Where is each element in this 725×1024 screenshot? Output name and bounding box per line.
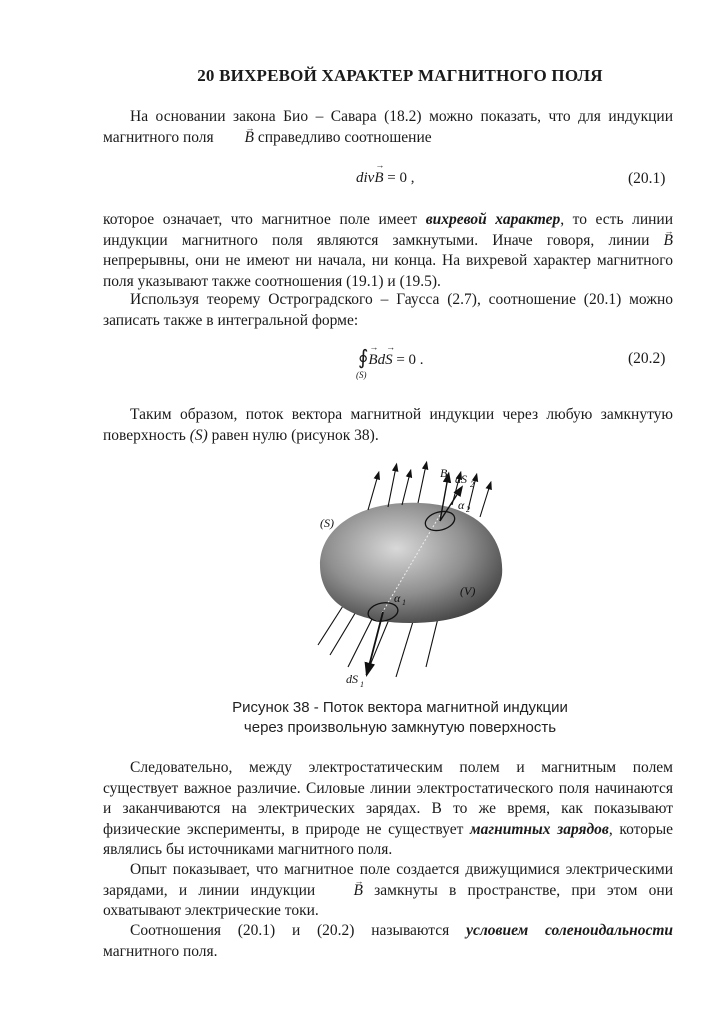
vortex-text-1: которое означает, что магнитное поле имеет bbox=[103, 211, 418, 228]
label-alpha2-sub: 2 bbox=[466, 505, 470, 514]
vector-b-symbol: → B bbox=[218, 128, 254, 149]
paragraph-gauss: Используя теорему Остроградского – Гаусса (2.7), соотношение (20.1) можно записать также в интегральной форме: bbox=[103, 291, 673, 329]
integral-subscript: (S) bbox=[356, 370, 367, 380]
intro-line-2a: индукции магнитного поля bbox=[103, 108, 674, 146]
figure-caption bbox=[150, 698, 650, 738]
intro-line-1: На основании закона Био – Савара (18.2) можно показать, что для bbox=[130, 108, 601, 125]
equation-20-2 bbox=[358, 345, 424, 370]
vortex-emphasis: вихревой характер bbox=[425, 211, 561, 228]
label-alpha1: α bbox=[394, 591, 401, 605]
intro-line-2b: справедливо соотношение bbox=[257, 128, 432, 146]
solenoidal-text-2: магнитного поля. bbox=[103, 942, 218, 960]
eq1-rest: = 0 , bbox=[383, 170, 415, 186]
flux-text-1: Таким образом, поток вектора магнитной индукции через любую замкнутую поверхность bbox=[103, 406, 673, 444]
vortex-text-2: , то есть линии индукции магнитного поля являются замкнутыми. Иначе говоря, линии bbox=[103, 211, 674, 249]
paragraph-flux bbox=[103, 405, 673, 446]
paragraph-vortex bbox=[103, 210, 673, 292]
div-operator: div bbox=[356, 170, 375, 186]
label-ds2-sub: 2 bbox=[470, 480, 474, 489]
flux-text-2: равен нулю (рисунок 38). bbox=[211, 426, 379, 444]
label-surface-s: (S) bbox=[320, 516, 334, 530]
experience-text-2: замкнуты в пространстве, при этом они охватывают электрические токи. bbox=[103, 881, 674, 919]
label-alpha2: α bbox=[458, 498, 465, 512]
closed-surface-body bbox=[320, 503, 502, 623]
eq2-d: d bbox=[377, 352, 386, 368]
magnetic-charges-emphasis: магнитных зарядов bbox=[470, 820, 609, 838]
equation-20-1 bbox=[356, 170, 414, 187]
eq1-vector-b: → B bbox=[374, 170, 383, 187]
caption-line-1: Рисунок 38 - Поток вектора магнитной индукции bbox=[232, 699, 568, 716]
caption-line-2: через произвольную замкнутую поверхность bbox=[243, 719, 557, 736]
section-heading: 20 ВИХРЕВОЙ ХАРАКТЕР МАГНИТНОГО ПОЛЯ bbox=[197, 66, 603, 85]
solenoidal-emphasis: условием соленоидальности bbox=[466, 922, 674, 939]
vortex-vector-b: → B bbox=[664, 231, 673, 252]
label-ds1: dS bbox=[346, 672, 358, 686]
solenoidal-text-1: Соотношения (20.1) и (20.2) называются bbox=[130, 922, 450, 939]
label-volume-v: (V) bbox=[460, 584, 476, 598]
figure-38-flux-diagram bbox=[290, 455, 530, 695]
paragraph-intro bbox=[103, 107, 673, 148]
label-alpha1-sub: 1 bbox=[402, 598, 406, 607]
eq2-rest: = 0 . bbox=[392, 352, 424, 368]
equation-number-20-2: (20.2) bbox=[628, 350, 666, 367]
eq2-vector-b: → B bbox=[368, 352, 377, 369]
electrostatic-text-1: Следовательно, между электростатическим полем и магнитным полем существует важное различие. Силовые линии электростатического поля начинаются и заканчиваются на электрических зарядах. В то же время, как показывают физические эксперименты, в природе не существует bbox=[103, 759, 673, 838]
closed-integral-sign: ∮ bbox=[358, 347, 369, 369]
vortex-text-3: непрерывны, они не имеют ни начала, ни конца. На вихревой характер магнитного поля указывают также соотношения (19.1) и (19.5). bbox=[103, 252, 673, 290]
paragraph-solenoidal bbox=[103, 921, 673, 962]
equation-number-20-1: (20.1) bbox=[628, 170, 666, 187]
label-vector-b: B bbox=[440, 466, 448, 480]
electrostatic-text-2: , которые являлись бы источниками магнитного поля. bbox=[103, 820, 674, 858]
experience-text-1: Опыт показывает, что магнитное поле создается движущимися электрическими зарядами, и линии индукции bbox=[103, 861, 673, 899]
paragraph-electrostatic bbox=[103, 758, 673, 861]
experience-vector-b: → B bbox=[326, 881, 362, 902]
label-ds1-sub: 1 bbox=[360, 680, 364, 689]
flux-surface-symbol: (S) bbox=[189, 426, 208, 444]
paragraph-experience bbox=[103, 860, 673, 922]
label-ds2: dS bbox=[455, 472, 467, 486]
eq2-vector-s: → S bbox=[385, 352, 393, 369]
